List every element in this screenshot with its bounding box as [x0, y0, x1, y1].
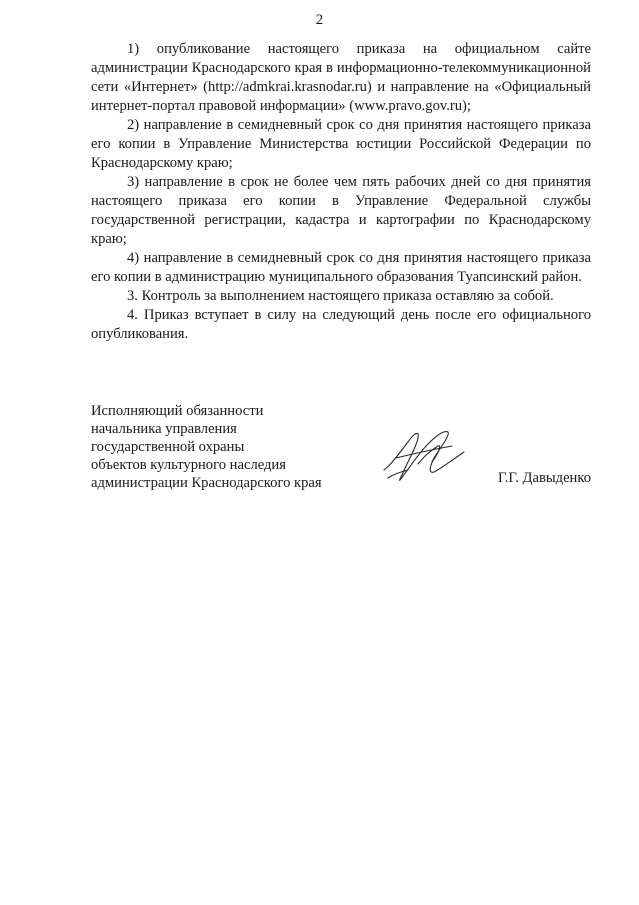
signatory-title-line: Исполняющий обязанности — [91, 403, 264, 419]
signer-name: Г.Г. Давыденко — [497, 470, 591, 486]
paragraph-municipality: 4) направление в семидневный срок со дня принятия настоящего приказа его копии в администрацию муниципального образования Туапсинский район. — [91, 250, 591, 285]
signatory-title-line: начальника управления — [91, 421, 237, 437]
signatory-title-line: государственной охраны — [91, 439, 245, 455]
signatory-title-line: администрации Краснодарского края — [91, 475, 322, 491]
paragraph-effective-date: 4. Приказ вступает в силу на следующий день после его официального опубликования. — [91, 307, 591, 342]
document-body — [91, 40, 591, 344]
paragraph-rosreestr: 3) направление в срок не более чем пять рабочих дней со дня принятия настоящего приказа его копии в Управление Федеральной службы государственной регистрации, кадастра и картографии по Краснодарскому краю; — [91, 174, 591, 247]
paragraph-publication: 1) опубликование настоящего приказа на официальном сайте администрации Краснодарского края в информационно-телекоммуникационной сети «Интернет» (http://admkrai.krasnodar.ru) и направление на «Официальный интернет-портал правовой информации» (www.pravo.gov.ru); — [91, 41, 591, 114]
paragraph-control: 3. Контроль за выполнением настоящего приказа оставляю за собой. — [127, 288, 554, 304]
page-number: 2 — [315, 12, 324, 28]
paragraph-ministry-justice: 2) направление в семидневный срок со дня принятия настоящего приказа его копии в Управление Министерства юстиции Российской Федерации по Краснодарскому краю; — [91, 117, 591, 171]
signatory-title — [91, 402, 322, 492]
handwritten-signature-icon — [378, 424, 474, 488]
signatory-title-line: объектов культурного наследия — [91, 457, 286, 473]
